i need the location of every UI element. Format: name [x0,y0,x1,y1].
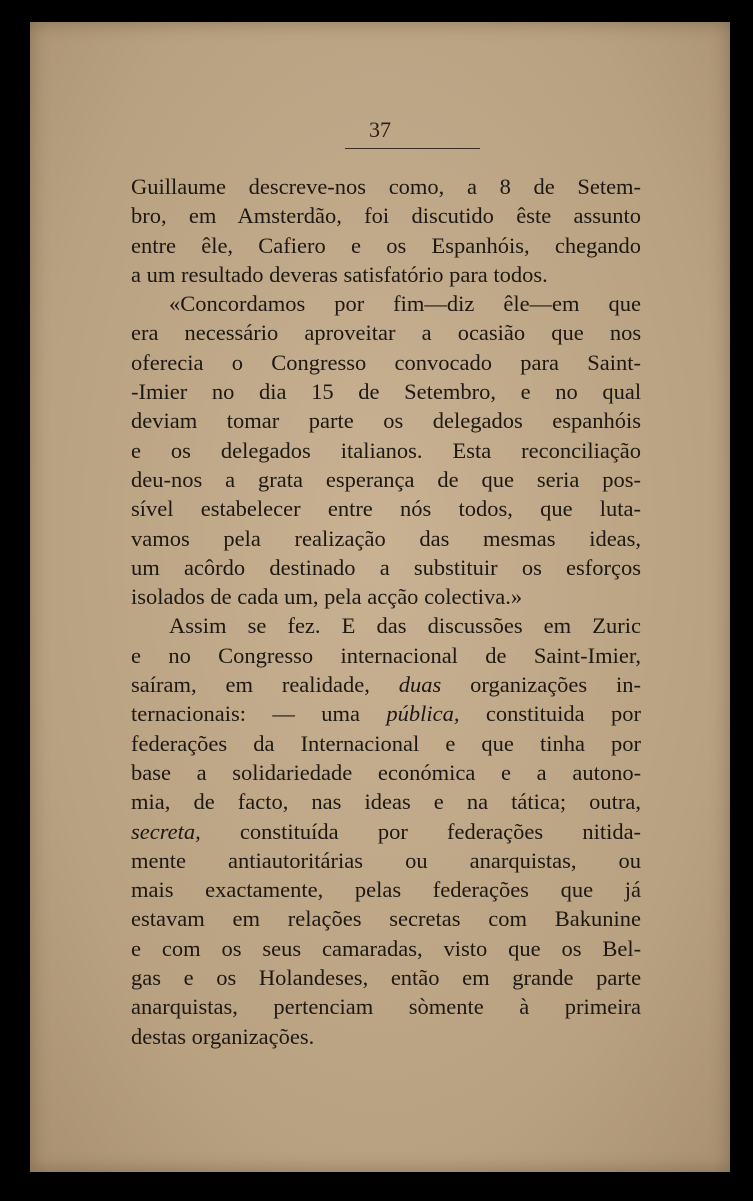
text-line: gas e os Holandeses, então em grande parte [131,965,642,991]
text-line: federações da Internacional e que tinha por [131,730,641,756]
paragraph [131,611,641,1050]
text-line: mente antiautoritárias ou anarquistas, ou [131,847,642,873]
text-line: deu-nos a grata esperança de que seria pos- [131,466,642,492]
text-line: e com os seus camaradas, visto que os Bel- [131,935,642,961]
text-line: saíram, em realidade, duas organizações in- [131,672,642,698]
text-line: e os delegados italianos. Esta reconciliação [131,437,642,463]
body-text [131,172,641,1051]
text-line: Assim se fez. E das discussões em Zuric [169,613,641,639]
text-line: oferecia o Congresso convocado para Saint- [131,349,642,375]
text-line: anarquistas, pertenciam sòmente à primeira [131,994,641,1020]
text-line: ternacionais: — uma pública, constituida por [131,701,642,727]
text-line: e no Congresso internacional de Saint-Imier, [131,642,642,668]
text-line: era necessário aproveitar a ocasião que nos [131,320,642,346]
text-line: «Concordamos por fim—diz êle—em que [169,291,641,317]
text-line: secreta, constituída por federações nitida- [131,818,642,844]
text-line: mais exactamente, pelas federações que já [131,877,642,903]
text-line: estavam em relações secretas com Bakunine [131,906,642,932]
text-line: sível estabelecer entre nós todos, que luta- [131,496,641,522]
text-line: mia, de facto, nas ideas e na tática; outra, [131,789,642,815]
paragraph [131,172,641,289]
text-line: um acôrdo destinado a substituir os esforços [131,554,642,580]
page-number: 37 [369,117,391,142]
text-line: vamos pela realização das mesmas ideas, [131,525,642,551]
paragraph [131,289,641,611]
text-line: isolados de cada um, pela acção colectiva.» [131,584,523,610]
text-line: destas organizações. [131,1023,315,1049]
text-line: base a solidariedade económica e a autono- [131,759,642,785]
text-line: bro, em Amsterdão, foi discutido êste assunto [131,203,642,229]
text-line: -Imier no dia 15 de Setembro, e no qual [131,379,642,405]
text-line: deviam tomar parte os delegados espanhóis [131,408,641,434]
page-number-rule [345,148,480,149]
text-line: entre êle, Cafiero e os Espanhóis, chegando [131,232,642,258]
text-line: Guillaume descreve-nos como, a 8 de Setem- [131,174,642,199]
text-line: a um resultado deveras satisfatório para todos. [131,261,548,287]
